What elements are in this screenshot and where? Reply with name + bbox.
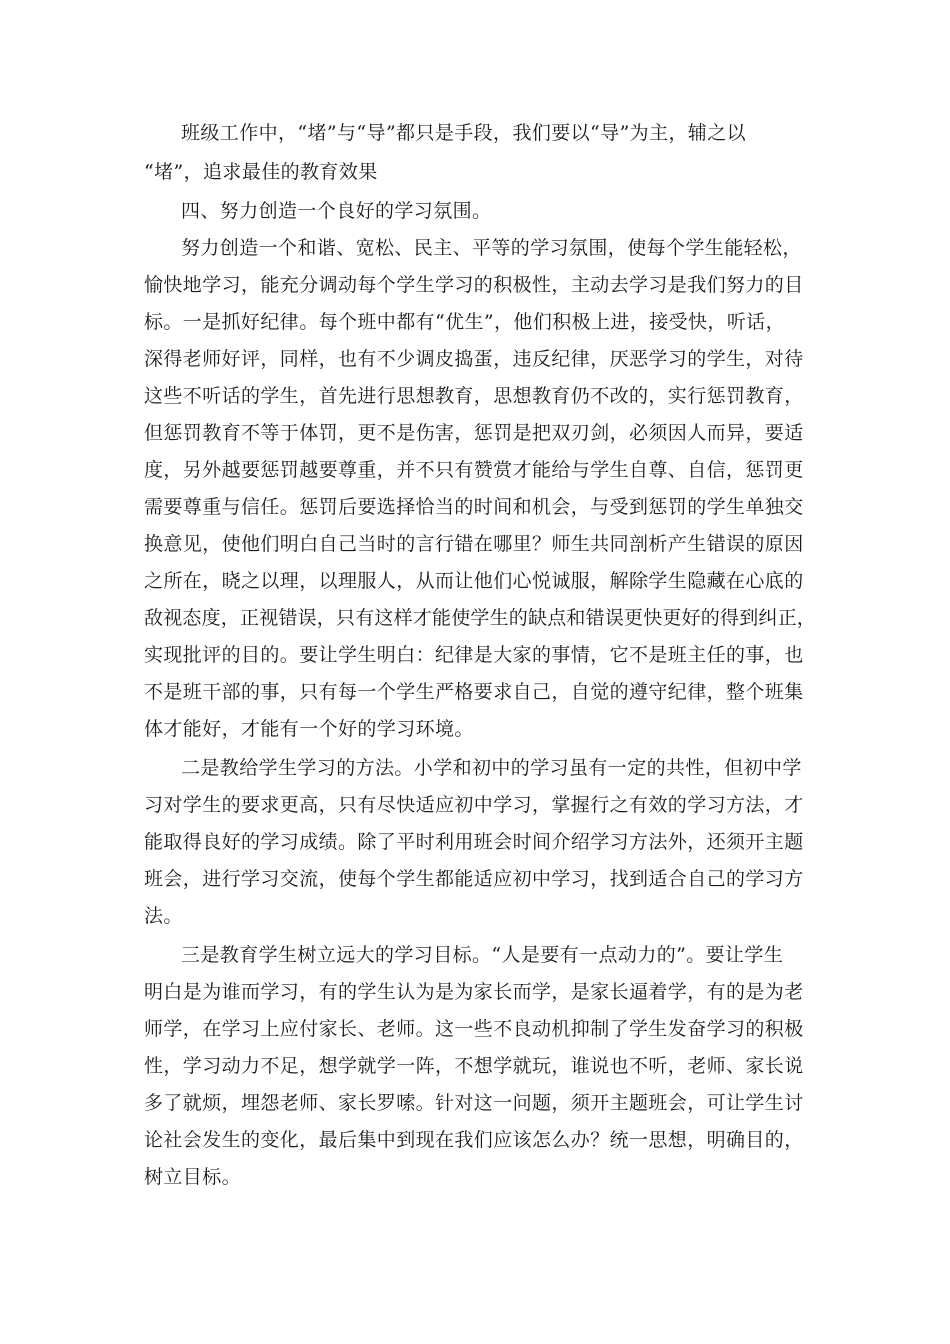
- paragraph-line: 敌视态度，正视错误，只有这样才能使学生的缺点和错误更快更好的得到纠正，: [144, 607, 817, 629]
- paragraph-line: 之所在，晓之以理，以理服人，从而让他们心悦诚服，解除学生隐藏在心底的: [144, 570, 804, 592]
- paragraph-line: 树立目标。: [144, 1166, 242, 1188]
- paragraph-line: 论社会发生的变化，最后集中到现在我们应该怎么办？统一思想，明确目的，: [144, 1129, 804, 1151]
- paragraph-line: 度，另外越要惩罚越要尊重，并不只有赞赏才能给与学生自尊、自信，惩罚更: [144, 459, 804, 481]
- paragraph-line: 性，学习动力不足，想学就学一阵，不想学就玩，谁说也不听，老师、家长说: [144, 1055, 804, 1077]
- paragraph-line: 努力创造一个和谐、宽松、民主、平等的学习氛围，使每个学生能轻松，: [181, 237, 802, 259]
- paragraph-line: 班级工作中，“堵”与“导”都只是手段，我们要以“导”为主，辅之以: [181, 122, 747, 144]
- paragraph-line: 能取得良好的学习成绩。除了平时利用班会时间介绍学习方法外，还须开主题: [144, 831, 804, 853]
- paragraph-line: 三是教育学生树立远大的学习目标。“人是要有一点动力的”。要让学生: [181, 944, 784, 966]
- paragraph-line: 不是班干部的事，只有每一个学生严格要求自己，自觉的遵守纪律，整个班集: [144, 681, 804, 703]
- paragraph-line: 明白是为谁而学习，有的学生认为是为家长而学，是家长逼着学，有的是为老: [144, 981, 804, 1003]
- paragraph-line: 这些不听话的学生，首先进行思想教育，思想教育仍不改的，实行惩罚教育，: [144, 385, 804, 407]
- paragraph-line: 实现批评的目的。要让学生明白：纪律是大家的事情，它不是班主任的事，也: [144, 644, 804, 666]
- paragraph-line: 班会，进行学习交流，使每个学生都能适应初中学习，找到适合自己的学习方: [144, 868, 804, 890]
- paragraph-line: 换意见，使他们明白自己当时的言行错在哪里？师生共同剖析产生错误的原因: [144, 533, 804, 555]
- paragraph-line: 但惩罚教育不等于体罚，更不是伤害，惩罚是把双刃剑，必须因人而异，要适: [144, 422, 804, 444]
- paragraph-line: 愉快地学习，能充分调动每个学生学习的积极性，主动去学习是我们努力的目: [144, 274, 804, 296]
- paragraph-line: 深得老师好评，同样，也有不少调皮捣蛋，违反纪律，厌恶学习的学生，对待: [144, 348, 804, 370]
- paragraph-line: 多了就烦，埋怨老师、家长罗嗦。针对这一问题，须开主题班会，可让学生讨: [144, 1092, 804, 1114]
- paragraph-line: 师学，在学习上应付家长、老师。这一些不良动机抑制了学生发奋学习的积极: [144, 1018, 804, 1040]
- paragraph-line: 需要尊重与信任。惩罚后要选择恰当的时间和机会，与受到惩罚的学生单独交: [144, 496, 804, 518]
- section-heading: 四、努力创造一个良好的学习氛围。: [181, 200, 492, 222]
- paragraph-line: 二是教给学生学习的方法。小学和初中的学习虽有一定的共性，但初中学: [181, 757, 802, 779]
- paragraph-line: 习对学生的要求更高，只有尽快适应初中学习，掌握行之有效的学习方法，才: [144, 794, 804, 816]
- paragraph-line: 法。: [144, 905, 183, 927]
- paragraph-line: “堵”，追求最佳的教育效果: [144, 161, 378, 183]
- paragraph-line: 体才能好，才能有一个好的学习环境。: [144, 718, 474, 740]
- paragraph-line: 标。一是抓好纪律。每个班中都有“优生”，他们积极上进，接受快，听话，: [144, 311, 786, 333]
